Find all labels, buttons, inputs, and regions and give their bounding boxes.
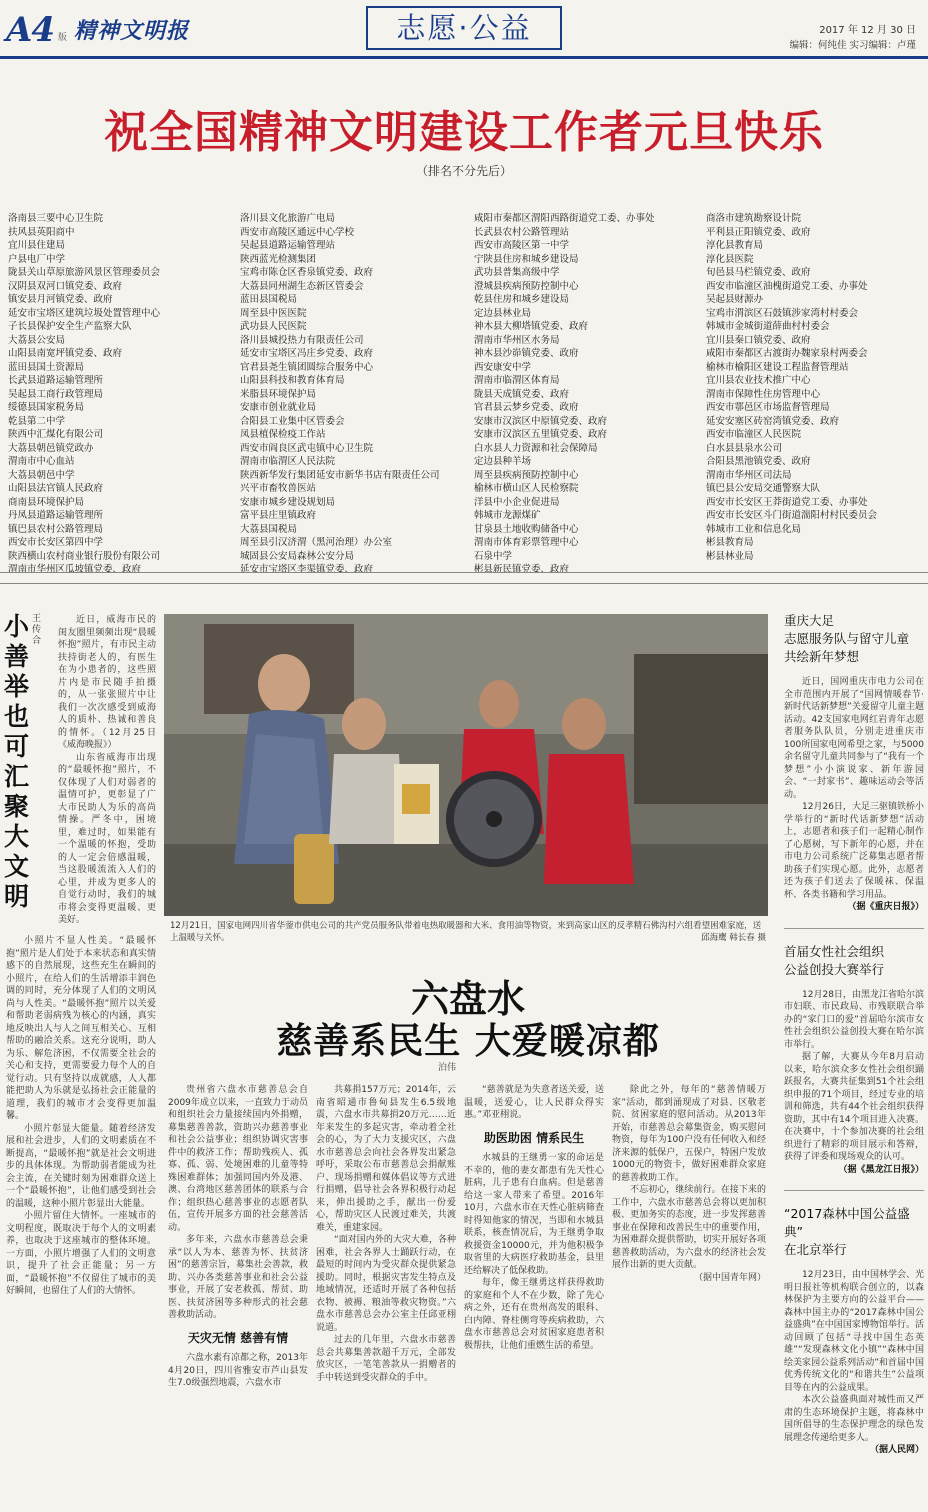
left-article-lead-p2: 山东省威海市出现的“最暖怀抱”照片，不仅体现了人们对弱者的温情可护，更彰显了广大市民助人为乐的高尚情操。严冬中，困境里，难过时，如果能有一个温暖的怀抱，受助的人一定会倍感温暖，当这股暖流流入人们的心里，并成为更多人的自觉行动时，我们的城市将会变得更温暖、更美好。: [58, 752, 156, 925]
photo-credit: 邱海鹰 韩长春 摄: [701, 933, 766, 943]
honor-list-item: 西安市长安区斗门街道湍阳村村民委员会: [706, 510, 878, 521]
brief-source: （据人民网）: [869, 1445, 924, 1455]
honor-list-item: 米脂县环境保护局: [240, 388, 317, 400]
honor-column-1: [8, 212, 238, 577]
brief-item: [784, 943, 924, 1177]
main-article-paragraph: 贵州省六盘水市慈善总会自2009年成立以来，一直致力于动员和组织社会力量接续国内外捐赠，募集慈善善款，资助兴办慈善事业和社会公益事业；组织协调灾害事件中的救济工作；帮助残疾人、孤寡、孤、弱、处境困难的儿童等特殊困难群体；加强同国内外及港、澳、台湾地区慈善团体的联系与合作；组织热心慈善事业的志愿者队伍，宣传开展多方面的社会慈善活动。: [168, 1085, 308, 1233]
honor-list-item: 陇县关山草原旅游风景区管理委员会: [8, 267, 161, 278]
honor-list-item: 旬邑县马栏镇党委、政府: [706, 267, 811, 278]
honor-list-item: 户县电厂中学: [8, 253, 66, 265]
honor-list-item: 商洛市建筑勘察设计院: [706, 213, 802, 224]
main-article-paragraph: 共募捐157万元；2014年，云南省昭通市鲁甸县发生6.5级地震，六盘水市共募捐20万元……近年来发生的多起灾害，牵动着全社会的心，为了大力支援灾区，六盘水市慈善总会向社会各界发出紧急呼吁，采取公布市慈善总会捐献账户、现场捐赠和媒体倡议等方式进行捐赠，倡导社会各界积极行动起来，伸出援助之手，献出一份爱心，帮助灾区人民渡过难关，共渡难关，重建家园。: [316, 1085, 456, 1233]
main-article-column-3: [464, 1084, 604, 1352]
left-article-lead-p1: 近日，威海市民的闺友圈里频频出现“晨暖怀抱”照片，有市民主动扶持街老人的，有医生在为小患者的，这些照片内是市民随手拍摄的，从一张张照片中让我们一次次感受到威海人的质朴、热诚和善良的情怀。（12月25日《威海晚报》）: [58, 615, 156, 750]
honor-list-item: 韩城市金城街道薛曲村村委会: [706, 321, 830, 332]
honor-list-item: 宜川县住建局: [8, 240, 66, 251]
brief-source: （据《重庆日报》）: [847, 902, 924, 912]
left-article-paragraph: 小照片彰显大能量。随着经济发展和社会进步，人们的文明素质在不断提高，“最暖怀抱”就是社会文明进步的具体体现。为帮助弱者能成为社会主流，在关键时刻为困难群众送上一个“最暖怀抱”，让他们感受到社会的温暖，这种小照片彰显出大能量。: [6, 1123, 156, 1209]
brief-paragraph: 本次公益盛典面对城性而又严肃的生态环境保护主题，将森林中国所倡导的生态保护理念的绿色发展理念传递给更多人。: [784, 1395, 924, 1443]
section-title: 志愿·公益: [396, 11, 532, 45]
honor-list-item: 武功县人民医院: [240, 321, 307, 332]
honor-list-item: 韩城市龙源煤矿: [474, 510, 541, 521]
honor-list-item: 西安市阎良区武屯镇中心卫生院: [240, 442, 374, 454]
main-article-title: 六盘水: [410, 977, 525, 1021]
news-photo: [164, 614, 768, 916]
masthead: [0, 0, 928, 62]
honor-list-item: 渭南市华州区瓜坡镇党委、政府: [8, 564, 142, 575]
honor-list-item: 陕西新华发行集团延安市新华书店有限责任公司: [240, 469, 440, 481]
honor-list-item: 白水县县泉水公司: [706, 442, 783, 454]
honor-list-item: 渭南市中心血站: [8, 456, 75, 467]
honor-list-item: 延安市宝塔区冯庄乡党委、政府: [240, 348, 374, 359]
brief-body: [784, 989, 924, 1177]
main-article-paragraph: 除此之外，每年的“慈善情暖万家”活动，都到涌现成了对县、区敬老院、贫困家庭的慰问活动。从2013年开始，市慈善总会募集资金，购买慰问物资，每年为100户没有任何收入和经济来源的低保户，五保户，特困户发放1000元的物资卡，做好困难群众家庭的慈善救助工作。: [612, 1085, 766, 1183]
honor-list-item: 汉阴县双河口镇党委、政府: [8, 280, 123, 292]
honor-list-item: 淳化县医院: [706, 253, 754, 265]
brief-item: [784, 1205, 924, 1457]
honor-list-item: 定边县林业局: [474, 307, 532, 319]
main-article-paragraph: 六盘水素有凉都之称，2013年4月20日，四川省雅安市芦山县发生7.0级强烈地震，六盘水市: [168, 1353, 308, 1388]
brief-paragraph: 12月23日，由中国林学会、光明日报社等机构联合创立的，以森林保护为主要方向的公益平台——森林中国主办的“2017森林中国公益盛典”在中国国家博物馆举行。活动回顾了包括“寻找中国生态英雄”“发现森林文化小镇”“森林中国绘美家园公益系列活动”和首届中国优秀传统文化的“和谐共生”公益项目等在内的公益成果。: [784, 1270, 924, 1393]
honor-list-item: 咸阳市秦都区渭阳西路街道党工委、办事处: [474, 213, 655, 224]
honor-list-item: 神木县大柳塔镇党委、政府: [474, 321, 589, 332]
main-article-subtitle: 慈善系民生 大爱暖凉都: [276, 1021, 660, 1062]
honor-list-item: 大荔县国税局: [240, 523, 298, 535]
honor-list-item: 周至县中医医院: [240, 307, 307, 319]
honor-list-item: 凤县植保检疫工作站: [240, 429, 326, 440]
honor-list-item: 城固县公安局森林公安分局: [240, 550, 355, 562]
honor-list-item: 周至县引汉济渭（黑河治理）办公室: [240, 537, 393, 548]
honor-list-item: 宜川县农业技术推广中心: [706, 375, 811, 386]
honor-list-item: 宜川县秦口镇党委、政府: [706, 334, 811, 346]
honor-list-item: 大荔县朝邑中学: [8, 469, 75, 481]
main-article-paragraph: “面对国内外的大灾大难，各种困难，社会各界人士踊跃行动，在最短的时间内为受灾群众提供紧急援助。同时，根据灾害发生特点及地域情况，还适时开展了各种包括衣物、被褥、粮油等救灾物资。”六盘水市慈善总会办公室主任邱亚栩说道。: [316, 1235, 456, 1333]
brief-headline: [784, 612, 924, 666]
honor-list-item: 周至县疾病预防控制中心: [474, 469, 579, 481]
honor-list-item: 甘泉县土地收购储备中心: [474, 523, 579, 535]
page-ban-label: 版: [58, 33, 68, 43]
newspaper-logo: 精神文明报: [74, 18, 190, 44]
honor-list-item: 石泉中学: [474, 550, 513, 562]
honor-list-item: 淳化县教育局: [706, 240, 764, 251]
honor-list-item: 镇巴县公安局交通警察大队: [706, 483, 821, 494]
main-article-paragraph: 过去的几年里，六盘水市慈善总会共募集善款超千万元，全部发放灾区，一笔笔善款从一捐赠者的手中转送到受灾群众的手中。: [316, 1335, 456, 1383]
honor-list-item: 商南县环境保护局: [8, 496, 85, 508]
honor-list-item: 西安市临潼区油槐街道党工委、办事处: [706, 280, 868, 292]
honor-list-item: 宝鸡市陈仓区香泉镇党委、政府: [240, 267, 374, 278]
honor-list-item: 宝鸡市渭滨区石鼓镇涉家湾村村委会: [706, 307, 859, 319]
honor-list-item: 渭南市华州区水务局: [474, 334, 560, 346]
honor-list-item: 山阳县南宽坪镇党委、政府: [8, 348, 123, 359]
honor-list-item: 西安市鄠邑区市场监督管理局: [706, 402, 830, 413]
honor-list-item: 兴平市畜牧兽医站: [240, 483, 317, 494]
honor-list-item: 吴起县道路运输管理站: [240, 240, 336, 251]
honor-list-item: 安康市城乡建设规划局: [240, 496, 336, 508]
brief-paragraph: 据了解，大赛从今年8月启动以来，哈尔滨众多女性社会组织踊跃报名，大赛共征集到51个社会组织申报的71个项目，经过专业的培训和筛选，共有44个社会组织获得资助，其中有14个项目进入决赛。在决赛中，十个参加决赛的社会组织进行了精彩的项目展示和答辩，获得了评委和现场观众的认可。: [784, 1052, 924, 1162]
main-article-column-1: [168, 1084, 308, 1390]
honor-list-item: 陕西蓝光检测集团: [240, 253, 317, 265]
honor-list-item: 延安安塞区砖窑湾镇党委、政府: [706, 415, 840, 427]
brief-paragraph: 12月26日，大足三驱镇铁桥小学举行的“新时代话新梦想”活动上，志愿者和孩子们一起精心制作了心愿树，写下新年的心愿，并在市电力公司系统广泛募集志愿者帮助孩子们实现心愿。此外，志愿者还为孩子们送去了保暖袜、保温杯、各类书籍和学习用品。: [784, 802, 924, 900]
honor-list-item: 蓝田县国土资源局: [8, 361, 85, 373]
brief-body: [784, 676, 924, 914]
honor-list-item: 洋县中小企业促进局: [474, 496, 560, 508]
left-article-paragraph: 小照片不显人性美。“最暖怀抱”照片是人们处于本来状态和真实情感下的自然展现，这些充生在瞬间的小照片，在给人们的生活增添丰润色调的同时，充分体现了人们的文明风尚与人性美。“最暖怀抱”照片以关爱和帮助老弱病残为核心的内涵，真实地反映出人与人之间互相关心、互相帮助的融洽关系。这充分说明，助人为乐、解危济困，不仅需要全社会的关心和支持，更需要爱力每个人的自觉行动。只有坚持以成就感，人人都能把助人为乐就是弘扬社会正能量的道理，我们的城市才会变得更加温馨。: [6, 936, 156, 1121]
main-article-source: （据中国青年网）: [693, 1272, 766, 1283]
honor-list-item: 洛川县文化旅游广电局: [240, 213, 336, 224]
main-article-subhead-1: 天灾无情 慈善有情: [187, 1330, 289, 1345]
honor-list-item: 榆林市横山区人民检察院: [474, 483, 579, 494]
honor-list-item: 咸阳市秦都区古渡街办魏家泉村两委会: [706, 348, 868, 359]
editor-credit: 编辑：何纯佳 实习编辑：卢瑾: [789, 40, 916, 51]
honor-list-item: 扶风县英阳商中: [8, 226, 75, 238]
brief-headline-line: 共绘新年梦想: [784, 649, 860, 664]
honor-list-item: 韩城市工业和信息化局: [706, 523, 802, 535]
main-article-column-2: [316, 1084, 456, 1384]
greeting-banner: 祝全国精神文明建设工作者元旦快乐: [104, 107, 824, 158]
honor-column-2: [240, 212, 470, 577]
honor-list-item: 合阳县黑池镇党委、政府: [706, 456, 811, 467]
volunteers-photo-illustration: [164, 614, 768, 916]
brief-headline-line: 重庆大足: [784, 613, 835, 628]
main-article-paragraph: “慈善就是为失意者送关爱，送温暖，送爱心，让人民群众得实惠。”邓亚栩说。: [464, 1085, 604, 1120]
honor-column-4: [706, 212, 928, 563]
page-number: A4: [6, 10, 55, 50]
honor-list-item: 西安市长安区第四中学: [8, 537, 104, 548]
honor-list-item: 大荔县朝邑镇党政办: [8, 442, 94, 454]
honor-list-item: 宁陕县住房和城乡建设局: [474, 253, 579, 265]
honor-list-item: 富平县庄里镇政府: [240, 510, 317, 521]
brief-headline-line: 公益创投大赛举行: [784, 961, 885, 977]
left-article-paragraph: 小照片留住大情怀。一座城市的文明程度，既取决于每个人的文明素养，也取决于这座城市的整体环境。一方面，小照片增强了人们的文明意识，提升了社会正能量；另一方面，“最暖怀抱”不仅留住了城市的美好瞬间，也留住了人们的大情怀。: [6, 1211, 156, 1296]
brief-headline: [784, 1205, 924, 1259]
honor-list-item: 大荔县同州湖生态新区管委会: [240, 280, 364, 292]
left-article-body: [6, 935, 156, 1298]
brief-source: （据《黑龙江日报》）: [838, 1164, 924, 1175]
main-article-paragraph: 不忘初心，继续前行。在接下来的工作中，六盘水市慈善总会将以更加积极、更加务实的态度，进一步发挥慈善事业在保障和改善民生中的重要作用，为困难群众提供帮助，切实开展好各项慈善救助活动，为六盘水的经济社会发展作出新的更大贡献。: [612, 1185, 766, 1270]
brief-divider: [784, 928, 924, 929]
honor-list-item: 山阳县科技和教育体育局: [240, 375, 345, 386]
main-article-paragraph: 水城县的王继勇一家的命运是不幸的，他的妻女都患有先天性心脏病，儿子患有白血病。但是慈善给这一家人带来了希望。2016年10月，六盘水市在天性心脏病筛查时得知他家的情况，当即和水城县联系，核查情况后，为王继勇争取救援资金10000元，并为他积极争取省里的大病医疗救助基金，县里还给解决了低保救助。: [464, 1153, 604, 1276]
honor-list-item: 西安市临潼区人民医院: [706, 429, 802, 440]
honor-list-item: 延安市宝塔区李渠镇党委、政府: [240, 564, 374, 575]
honor-list: [8, 212, 920, 575]
left-article-lead: [58, 614, 156, 927]
honor-list-item: 白水县人力资源和社会保障局: [474, 442, 598, 454]
honor-list-item: 陕西横山农村商业银行股份有限公司: [8, 550, 161, 562]
honor-list-item: 合阳县工业集中区管委会: [240, 415, 345, 427]
brief-headline-line: “2017森林中国公益盛典”: [784, 1206, 910, 1239]
honor-list-item: 蓝田县国税局: [240, 294, 298, 305]
brief-divider: [784, 1190, 924, 1191]
honor-list-item: 乾县住房和城乡建设局: [474, 294, 570, 305]
main-article-author: 泊伟: [438, 1063, 457, 1073]
honor-list-item: 官君县云梦乡党委、政府: [474, 402, 579, 413]
honor-list-item: 渭南市临渭区体育局: [474, 375, 560, 386]
honor-list-item: 西安市长安区王莽街道党工委、办事处: [706, 496, 868, 508]
main-article-subhead-2: 助医助困 情系民生: [483, 1130, 585, 1145]
brief-paragraph: 12月28日，由黑龙江省哈尔滨市妇联、市民政局、市残联联合举办的“家门口的爱”首届哈尔滨市女性社会组织公益创投大赛在哈尔滨市举行。: [784, 989, 924, 1050]
left-article-title: 小善举也可汇聚大文明: [4, 612, 30, 911]
honor-list-item: 安康市汉滨区中原镇党委、政府: [474, 415, 608, 427]
photo-caption-text: 12月21日，国家电网四川省华蓥市供电公司的共产党员服务队带着电热取暖器和大米、食用油等物资，来到高家山区的反孝精石佛沟村六组看望困难家庭，送上温暖与关怀。: [170, 921, 762, 943]
brief-item: [784, 612, 924, 914]
honor-list-item: 陕西中汇煤化有限公司: [8, 429, 104, 440]
honor-list-item: 子长县保护安全生产监察大队: [8, 321, 132, 332]
main-article-column-4: [612, 1084, 766, 1284]
honor-list-item: 大荔县公安局: [8, 334, 66, 346]
honor-list-item: 丹凤县道路运输管理所: [8, 510, 104, 521]
section-title-box: [366, 6, 562, 50]
brief-paragraph: 近日，国网重庆市电力公司在全市范围内开展了“国网情暖春节·新时代话新梦想”关爱留守儿童主题活动。42支国家电网红岩青年志愿者服务队队员，分别走进重庆市100所国家电网希望之家，与5000余名留守儿童共同参与了“我有一个梦想”小小演说家、新年游园会、“一封家书”、趣味运动会等活动。: [784, 677, 924, 800]
honor-list-item: 洛南县三要中心卫生院: [8, 213, 104, 224]
honor-list-item: 西安市高陵区通远中心学校: [240, 226, 355, 238]
honor-list-item: 山阳县法官镇人民政府: [8, 483, 104, 494]
honor-list-item: 安康市汉滨区五里镇党委、政府: [474, 429, 608, 440]
brief-body: [784, 1269, 924, 1457]
honor-list-item: 镇巴县农村公路管理局: [8, 523, 104, 535]
issue-date: 2017 年 12 月 30 日: [819, 25, 916, 36]
honor-list-item: 定边县种羊场: [474, 456, 532, 467]
honor-list-item: 渭南市体育彩票管理中心: [474, 537, 579, 548]
honor-list-item: 西安市高陵区第一中学: [474, 240, 570, 251]
honor-column-3: [474, 212, 704, 577]
honor-list-item: 官君县尧生镇团圆综合服务中心: [240, 361, 374, 373]
main-article-paragraph: 每年，像王继勇这样获得救助的家庭和个人不在少数，除了先心病之外，还有在贵州高发的眼科、白内障、脊柱侧弯等疾病救助，六盘水市慈善总会对贫困家庭患者积极帮扶，让他们重燃生活的希望。: [464, 1278, 604, 1351]
honor-list-item: 长武县道路运输管理所: [8, 375, 104, 386]
honor-list-item: 吴起县财源办: [706, 294, 764, 305]
brief-headline-line: 志愿服务队与留守儿童: [784, 631, 910, 646]
honor-list-item: 渭南市临渭区人民法院: [240, 456, 336, 467]
honor-list-item: 澄城县疾病预防控制中心: [474, 280, 579, 292]
honor-list-item: 洛川县城投热力有限责任公司: [240, 334, 364, 346]
section-divider: [0, 572, 928, 584]
honor-list-item: 彬县教育局: [706, 537, 754, 548]
honor-list-item: 神木县沙峁镇党委、政府: [474, 348, 579, 359]
honor-list-item: 渭南市保障性住房管理中心: [706, 388, 821, 400]
honor-list-item: 榆林市榆阳区建设工程监督管理站: [706, 361, 849, 373]
header-rule: [0, 56, 928, 59]
honor-list-item: 武功县普集高级中学: [474, 267, 560, 278]
brief-headline-line: 首届女性社会组织: [784, 943, 885, 959]
honor-list-item: 吴起县工商行政管理局: [8, 388, 104, 400]
honor-list-item: 彬县新民镇党委、政府: [474, 564, 570, 575]
brief-headline: [784, 943, 924, 979]
honor-list-item: 乾县第二中学: [8, 415, 66, 427]
honor-list-item: 彬县林业局: [706, 550, 754, 562]
honor-list-item: 延安市宝塔区建筑垃圾处置管理中心: [8, 307, 161, 319]
honor-list-item: 绥德县国家税务局: [8, 402, 85, 413]
ranking-note: （排名不分先后）: [415, 164, 512, 178]
left-article-author: 王传合: [32, 614, 42, 646]
brief-headline-line: 在北京举行: [784, 1242, 847, 1257]
honor-list-item: 安康市创业就业局: [240, 402, 317, 413]
honor-list-item: 长武县农村公路管理站: [474, 226, 570, 238]
honor-list-item: 渭南市华州区司法局: [706, 469, 792, 481]
honor-list-item: 陇县天成镇党委、政府: [474, 388, 570, 400]
honor-list-item: 西安康安中学: [474, 361, 532, 373]
main-article-paragraph: 多年来，六盘水市慈善总会秉承“以人为本、慈善为怀、扶贫济困”的慈善宗旨，募集社会善款，救助、兴办各类慈善事业和社会公益事业，开展了安老救孤、帮贫、助医、扶贫济困等多种形式的社会慈善救助活动。: [168, 1235, 308, 1320]
honor-list-item: 平利县正阳镇党委、政府: [706, 226, 811, 238]
right-news-column: [784, 612, 924, 1457]
honor-list-item: 镇安县月河镇党委、政府: [8, 294, 113, 305]
photo-caption: [170, 920, 766, 944]
